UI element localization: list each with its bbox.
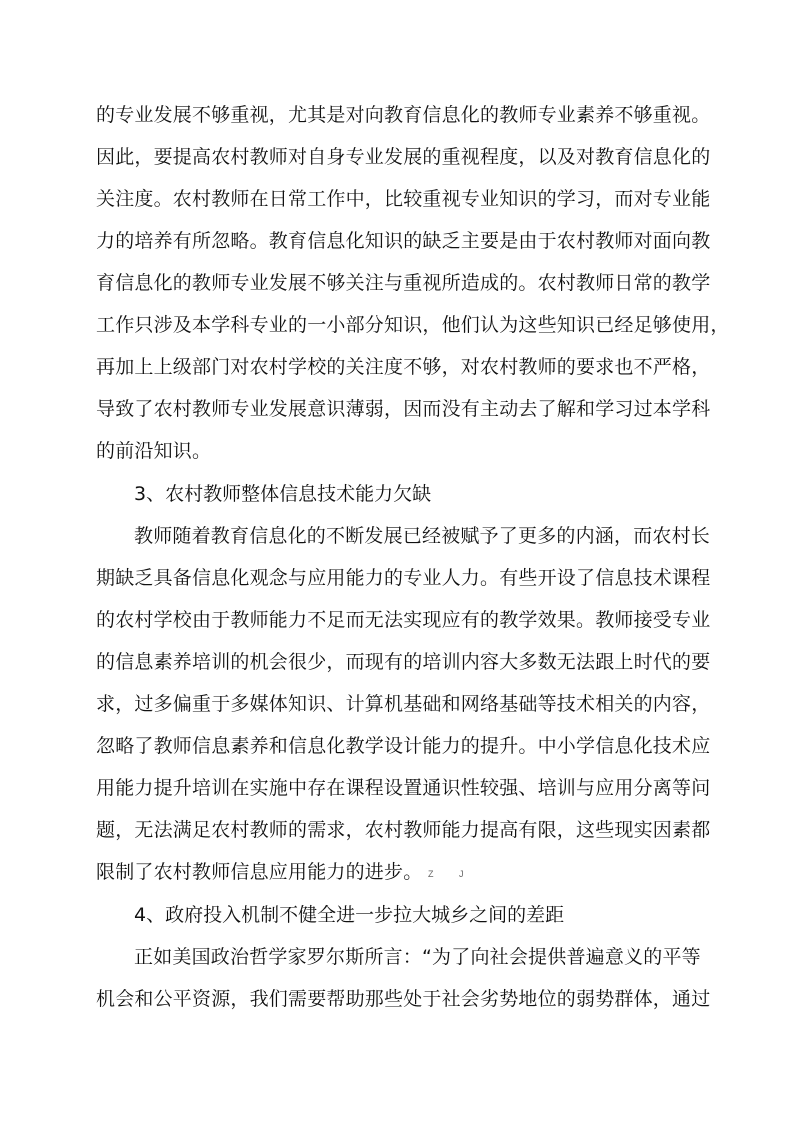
paragraph-line: 的专业发展不够重视，尤其是对向教育信息化的教师专业素养不够重视。	[96, 104, 711, 126]
paragraph-line: 力的培养有所忽略。教育信息化知识的缺乏主要是由于农村教师对面向教	[96, 230, 711, 252]
paragraph-line: 期缺乏具备信息化观念与应用能力的专业人力。有些开设了信息技术课程	[96, 567, 711, 589]
paragraph-line: 的前沿知识。	[96, 440, 212, 462]
paragraph-line: 再加上上级部门对农村学校的关注度不够，对农村教师的要求也不严格，	[96, 356, 711, 378]
section-heading-3: 3、农村教师整体信息技术能力欠缺	[134, 483, 432, 505]
paragraph-line: 关注度。农村教师在日常工作中，比较重视专业知识的学习，而对专业能	[96, 188, 711, 210]
paragraph-line: 正如美国政治哲学家罗尔斯所言：“为了向社会提供普遍意义的平等	[134, 946, 701, 968]
paragraph-line: 教师随着教育信息化的不断发展已经被赋予了更多的内涵，而农村长	[134, 525, 711, 547]
paragraph-line: 求，过多偏重于多媒体知识、计算机基础和网络基础等技术相关的内容，	[96, 693, 711, 715]
paragraph-line: 题，无法满足农村教师的需求，农村教师能力提高有限，这些现实因素都	[96, 819, 711, 841]
paragraph-line: 导致了农村教师专业发展意识薄弱，因而没有主动去了解和学习过本学科	[96, 398, 711, 420]
paragraph-line: 用能力提升培训在实施中存在课程设置通识性较强、培训与应用分离等问	[96, 777, 711, 799]
paragraph-line: 因此，要提高农村教师对自身专业发展的重视程度，以及对教育信息化的	[96, 146, 711, 168]
paragraph-line: 育信息化的教师专业发展不够关注与重视所造成的。农村教师日常的教学	[96, 272, 711, 294]
paragraph-line: 的农村学校由于教师能力不足而无法实现应有的教学效果。教师接受专业	[96, 609, 711, 631]
section-heading-4: 4、政府投入机制不健全进一步拉大城乡之间的差距	[134, 904, 565, 926]
paragraph-line: 的信息素养培训的机会很少，而现有的培训内容大多数无法跟上时代的要	[96, 651, 711, 673]
paragraph-line: 工作只涉及本学科专业的一小部分知识，他们认为这些知识已经足够使用，	[96, 314, 730, 336]
watermark-letter: J	[459, 869, 464, 879]
paragraph-line: 忽略了教师信息素养和信息化教学设计能力的提升。中小学信息化技术应	[96, 735, 711, 757]
paragraph-line: 机会和公平资源，我们需要帮助那些处于社会劣势地位的弱势群体，通过	[96, 988, 711, 1010]
watermark-letter: Z	[428, 869, 434, 879]
paragraph-line: 限制了农村教师信息应用能力的进步。	[96, 861, 423, 883]
